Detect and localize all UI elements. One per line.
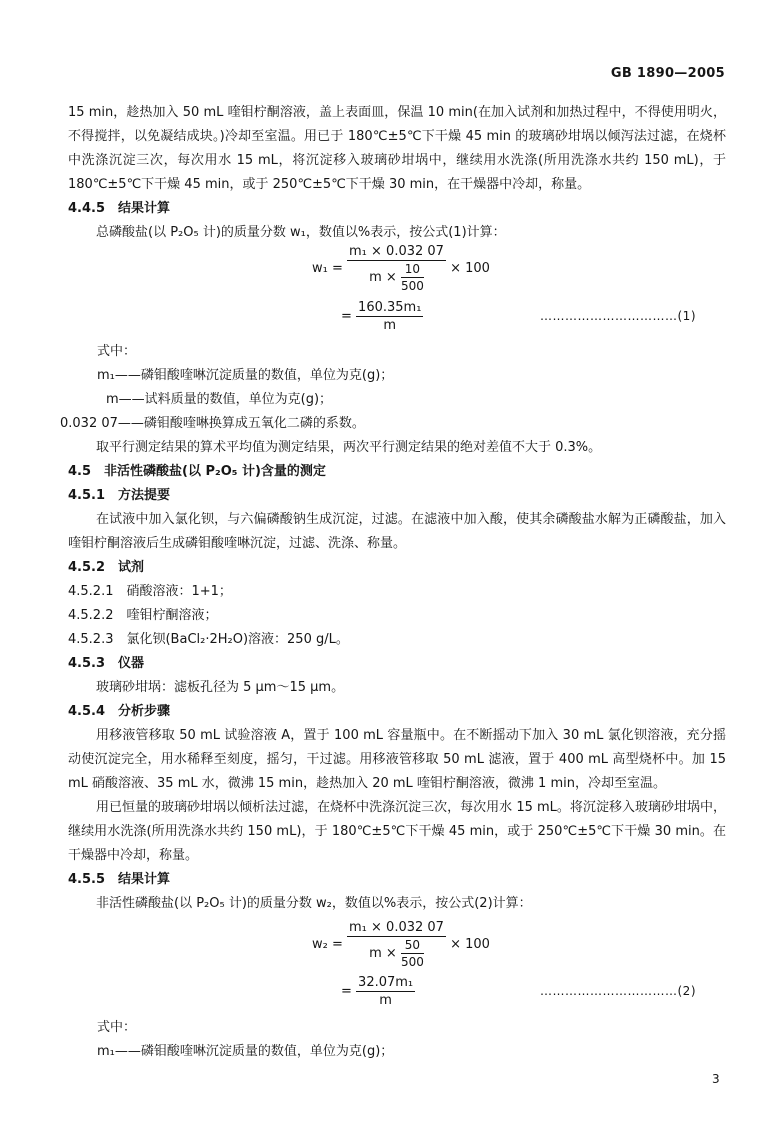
formula-lhs: w₂ = <box>312 937 343 952</box>
formula-2 <box>312 920 490 969</box>
paragraph-text: 取平行测定结果的算术平均值为测定结果，两次平行测定结果的绝对差值不大于 0.3%。 <box>96 440 602 455</box>
where-item: m——试料质量的数值，单位为克(g)； <box>106 392 333 407</box>
formula-numerator: 160.35m₁ <box>358 300 422 315</box>
inner-denominator: 500 <box>400 955 424 969</box>
section-heading: 4.4.5 结果计算 <box>68 201 171 216</box>
section-heading: 4.5.4 分析步骤 <box>68 704 171 719</box>
section-intro: 非活性磷酸盐(以 P₂O₅ 计)的质量分数 w₂，数值以%表示，按公式(2)计算： <box>96 896 532 911</box>
inner-fraction <box>401 262 424 293</box>
formula-fraction <box>356 300 423 333</box>
section-intro: 总磷酸盐(以 P₂O₅ 计)的质量分数 w₁，数值以%表示，按公式(1)计算： <box>96 225 506 240</box>
where-label: 式中： <box>97 344 137 359</box>
section-heading: 4.5.1 方法提要 <box>68 488 171 503</box>
page-number: 3 <box>712 1072 720 1086</box>
inner-denominator: 500 <box>400 279 424 293</box>
continuation-paragraph <box>68 101 726 197</box>
section-4-4-5 <box>68 197 726 245</box>
formula-fraction <box>356 975 415 1008</box>
paragraph-text: 15 min，趁热加入 50 mL 喹钼柠酮溶液，盖上表面皿，保温 10 min(在加入试剂和加热过程中，不得使用明火，不得搅拌，以免凝结成块。)冷却至室温。用已于 180℃±5℃下干燥 45 min 的玻璃砂坩埚以倾泻法过滤，在烧杯中洗涤沉淀三次，每次用水 15 mL，将沉淀移入玻璃砂坩埚中，继续用水洗涤(所用洗涤水共约 150 mL)，于 180℃±5℃下干燥 45 min，或于 250℃±5℃下干燥 30 min，在干燥器中冷却，称量。 <box>68 105 726 192</box>
section-heading: 4.5.5 结果计算 <box>68 872 171 887</box>
formula-equals: = <box>341 984 352 999</box>
formula-denominator: m <box>379 993 392 1008</box>
formula-fraction <box>347 244 446 293</box>
section-heading: 4.5.3 仪器 <box>68 656 145 671</box>
formula-equals: = <box>341 309 352 324</box>
section-text: 玻璃砂坩埚：滤板孔径为 5 μm～15 μm。 <box>96 680 345 695</box>
formula-numerator: 32.07m₁ <box>358 975 414 990</box>
parallel-note <box>68 436 726 460</box>
reagent-item: 4.5.2.3 氯化钡(BaCl₂·2H₂O)溶液：250 g/L。 <box>68 632 349 647</box>
standard-number: GB 1890—2005 <box>610 66 725 81</box>
formula-multiplier: × 100 <box>450 261 490 276</box>
inner-numerator: 10 <box>401 262 424 278</box>
formula-denominator <box>347 261 446 293</box>
formula-denominator <box>347 937 446 969</box>
formula-number-1: ……………………………(1) <box>540 309 696 323</box>
formula-numerator: m₁ × 0.032 07 <box>349 920 444 935</box>
section-4-5 <box>68 460 726 916</box>
where-item: 0.032 07——磷钼酸喹啉换算成五氧化二磷的系数。 <box>60 416 365 431</box>
formula-1-simplified <box>341 300 423 333</box>
reagent-item: 4.5.2.2 喹钼柠酮溶液； <box>68 608 218 623</box>
formula-denominator-prefix: m × <box>369 946 397 961</box>
procedure-paragraph: 用已恒量的玻璃砂坩埚以倾析法过滤，在烧杯中洗涤沉淀三次，每次用水 15 mL。将沉淀移入玻璃砂坩埚中，继续用水洗涤(所用洗涤水共约 150 mL)，于 180℃±5℃下干燥 45 min，或于 250℃±5℃下干燥 30 min。在干燥器中冷却，称量。 <box>68 800 726 863</box>
formula-multiplier: × 100 <box>450 937 490 952</box>
inner-numerator: 50 <box>401 938 424 954</box>
formula-2-simplified <box>341 975 415 1008</box>
procedure-paragraph: 用移液管移取 50 mL 试验溶液 A，置于 100 mL 容量瓶中。在不断摇动下加入 30 mL 氯化钡溶液，充分摇动使沉淀完全，用水稀释至刻度，摇匀，干过滤。用移液管移取 50 mL 滤液，置于 400 mL 高型烧杯中。加 15 mL 硝酸溶液、35 mL 水，微沸 15 min，趁热加入 20 mL 喹钼柠酮溶液，微沸 1 min，冷却至室温。 <box>68 728 726 791</box>
where-item: m₁——磷钼酸喹啉沉淀质量的数值，单位为克(g)； <box>97 368 394 383</box>
formula-numerator: m₁ × 0.032 07 <box>349 244 444 259</box>
reagent-item: 4.5.2.1 硝酸溶液：1+1； <box>68 584 232 599</box>
formula-number-2: ……………………………(2) <box>540 984 696 998</box>
section-heading: 4.5 非活性磷酸盐(以 P₂O₅ 计)含量的测定 <box>68 464 326 479</box>
where-item: m₁——磷钼酸喹啉沉淀质量的数值，单位为克(g)； <box>97 1044 394 1059</box>
formula-1 <box>312 244 490 293</box>
section-text: 在试液中加入氯化钡，与六偏磷酸钠生成沉淀，过滤。在滤液中加入酸，使其余磷酸盐水解为正磷酸盐，加入喹钼柠酮溶液后生成磷钼酸喹啉沉淀，过滤、洗涤、称量。 <box>68 512 726 551</box>
formula-lhs: w₁ = <box>312 261 343 276</box>
formula-denominator-prefix: m × <box>369 270 397 285</box>
where-label: 式中： <box>97 1020 137 1035</box>
inner-fraction <box>401 938 424 969</box>
formula-fraction <box>347 920 446 969</box>
formula-denominator: m <box>383 318 397 333</box>
section-heading: 4.5.2 试剂 <box>68 560 145 575</box>
